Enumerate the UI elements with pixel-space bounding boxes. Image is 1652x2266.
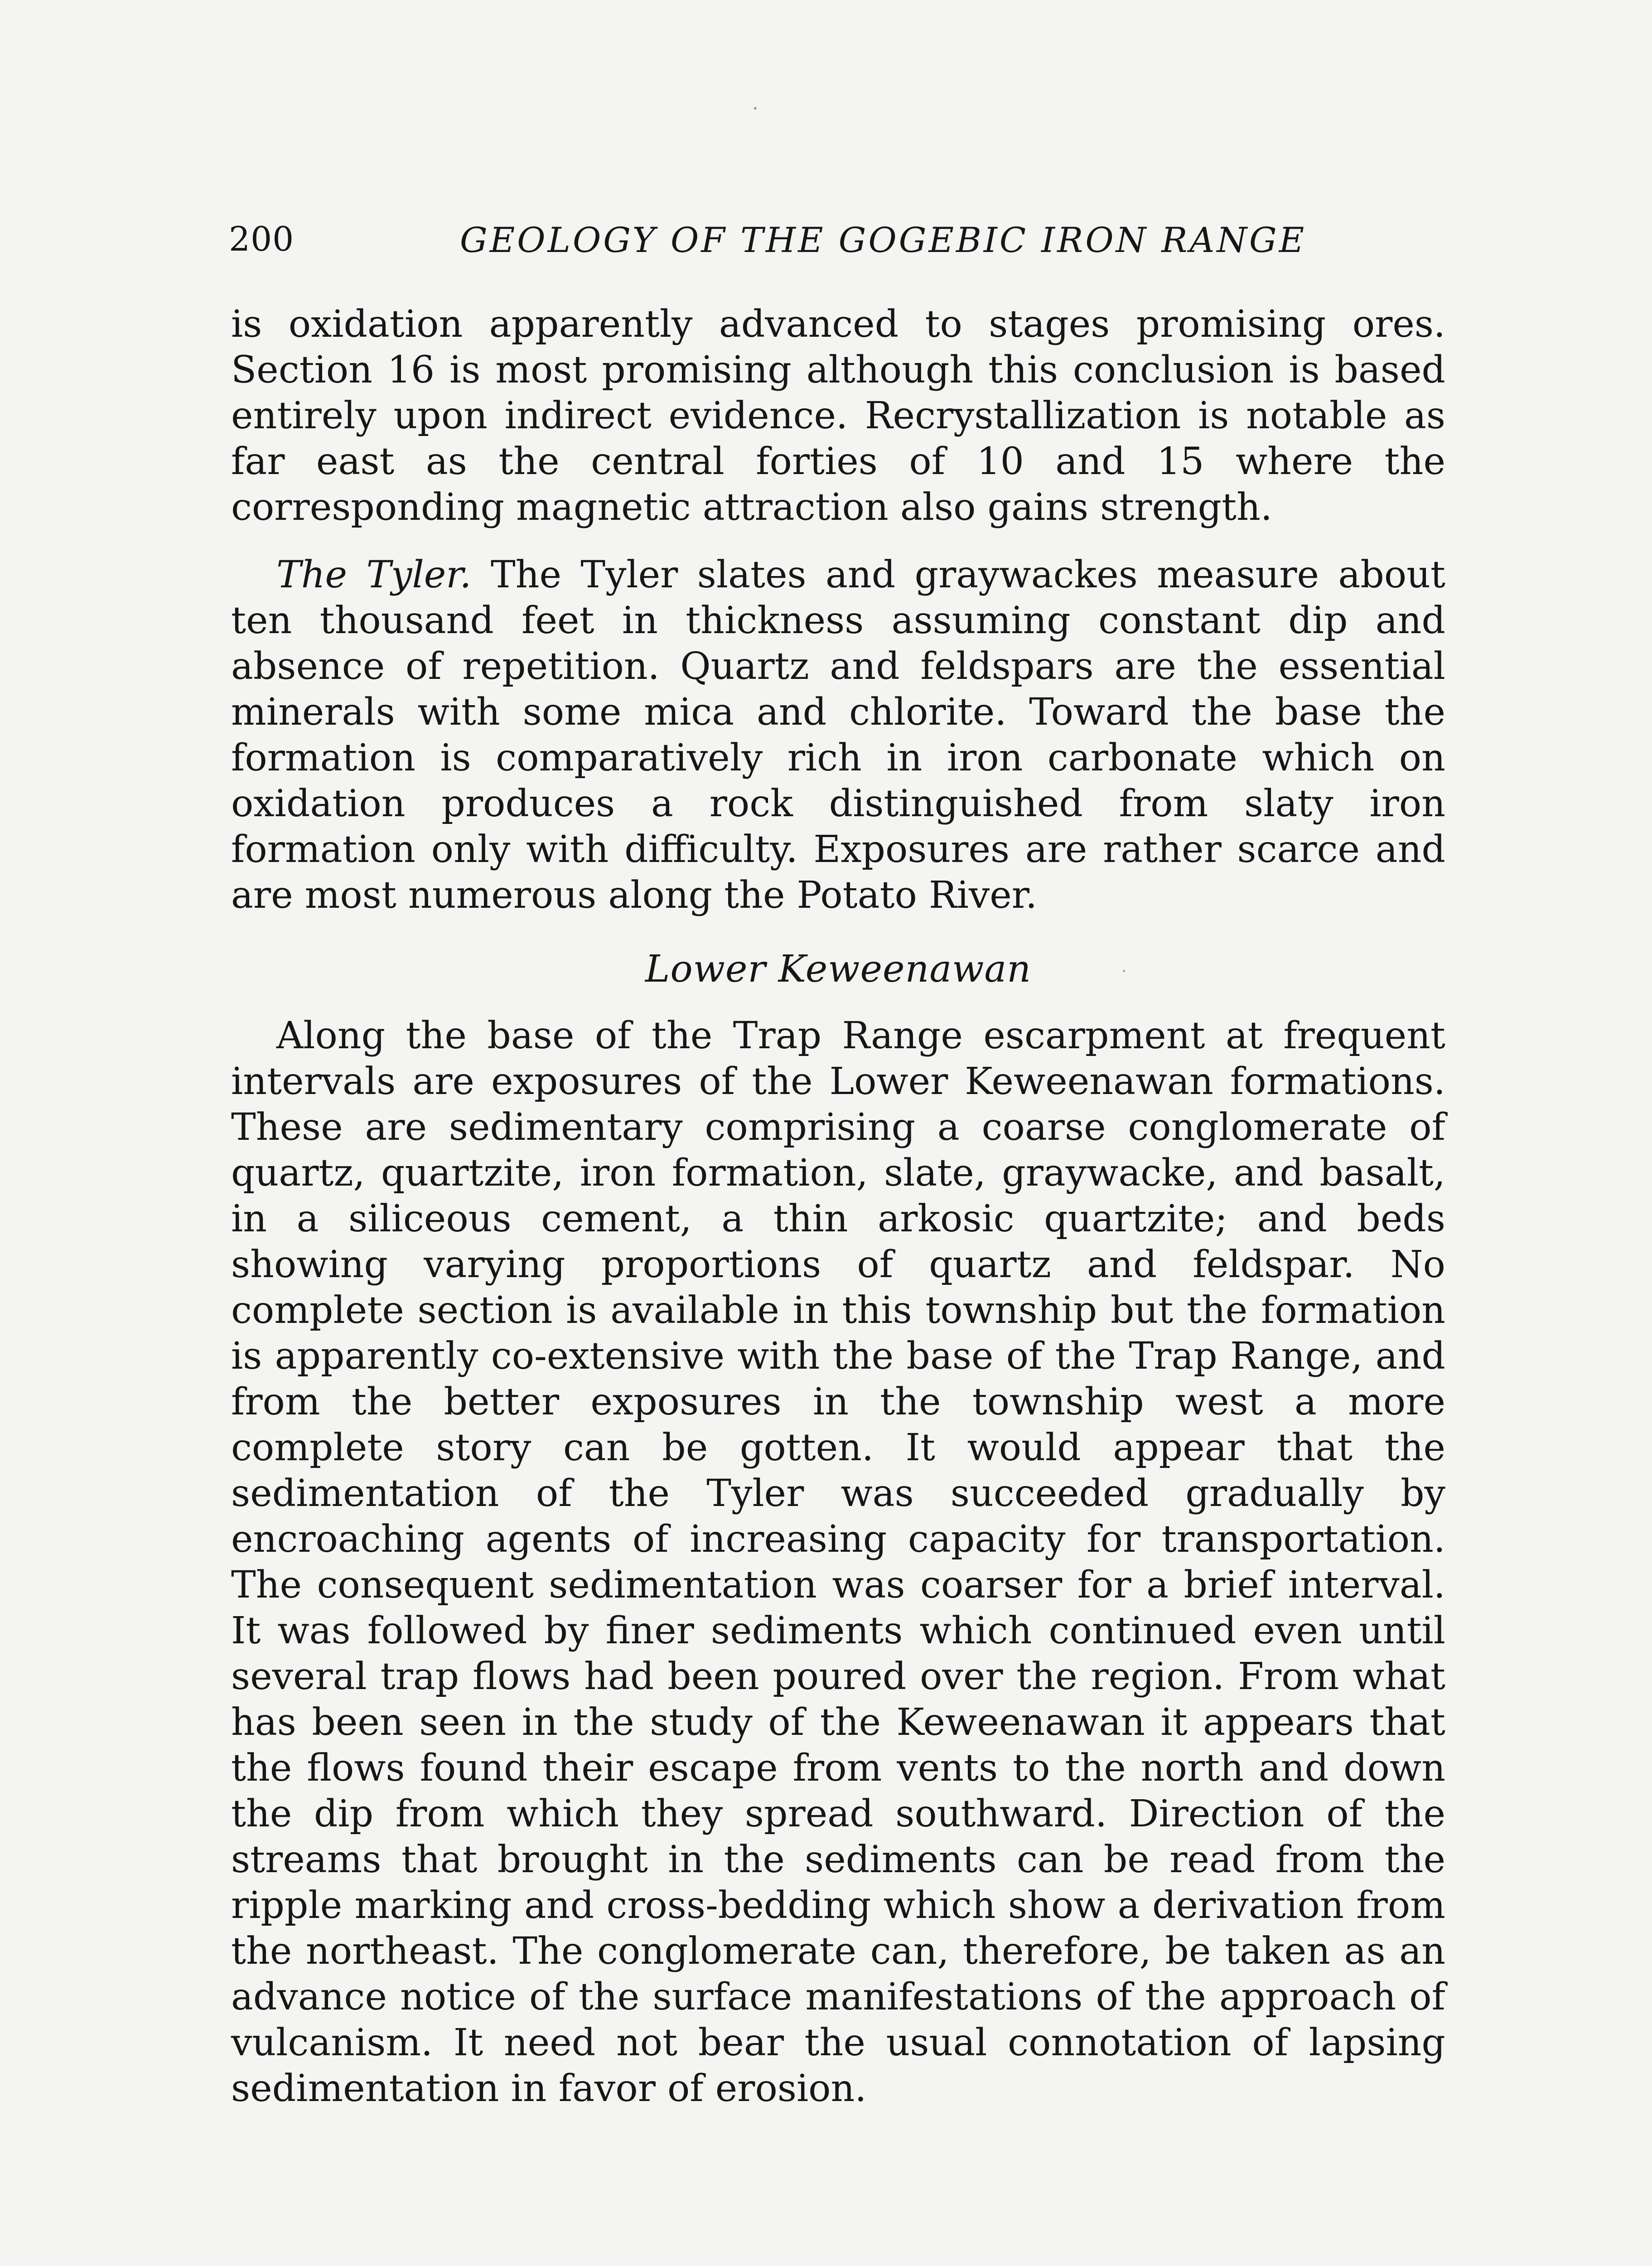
- page-number: 200: [229, 220, 295, 259]
- running-head: [229, 220, 1475, 270]
- paper-speck: [754, 107, 757, 110]
- paper-speck: [1123, 970, 1125, 972]
- paragraph-tyler: [231, 552, 1445, 918]
- run-in-heading-tyler: The Tyler.: [276, 553, 472, 596]
- paragraph-tyler-text: The Tyler slates and graywackes measure about ten thousand feet in thickness assuming constant dip and absence of repetition. Quartz and feldspars are the essential minerals with some mica and chlorite. Toward the base the formation is comparatively rich in iron carbonate which on oxidation produces a rock distinguished from slaty iron formation only with difficulty. Exposures are rather scarce and are most numerous along the Potato River.: [231, 553, 1445, 917]
- running-title: GEOLOGY OF THE GOGEBIC IRON RANGE: [460, 220, 1307, 260]
- paragraph-oxidation: is oxidation apparently advanced to stages promising ores. Section 16 is most promising although this conclusion is based entirely upon indirect evidence. Recrystallization is notable as far east as the central forties of 10 and 15 where the corresponding magnetic attraction also gains strength.: [231, 303, 1445, 529]
- body-text: [231, 301, 1445, 2111]
- paragraph-keweenawan: Along the base of the Trap Range escarpment at frequent intervals are exposures of the Lower Keweenawan formations. These are sedimentary comprising a coarse conglomerate of quartz, quartzite, iron formation, slate, graywacke, and basalt, in a siliceous cement, a thin arkosic quartzite; and beds showing varying proportions of quartz and feldspar. No complete section is available in this township but the formation is apparently co-extensive with the base of the Trap Range, and from the better exposures in the township west a more complete story can be gotten. It would appear that the sedimentation of the Tyler was succeeded gradually by encroaching agents of increasing capacity for transportation. The consequent sedimentation was coarser for a brief interval. It was followed by finer sediments which continued even until several trap flows had been poured over the region. From what has been seen in the study of the Keweenawan it appears that the flows found their escape from vents to the north and down the dip from which they spread southward. Direction of the streams that brought in the sediments can be read from the ripple marking and cross-bedding which show a derivation from the northeast. The conglomerate can, therefore, be taken as an advance notice of the surface manifestations of the approach of vulcanism. It need not bear the usual connotation of lapsing sedimentation in favor of erosion.: [231, 1014, 1445, 2110]
- section-heading-lower-keweenawan: Lower Keweenawan: [645, 948, 1032, 991]
